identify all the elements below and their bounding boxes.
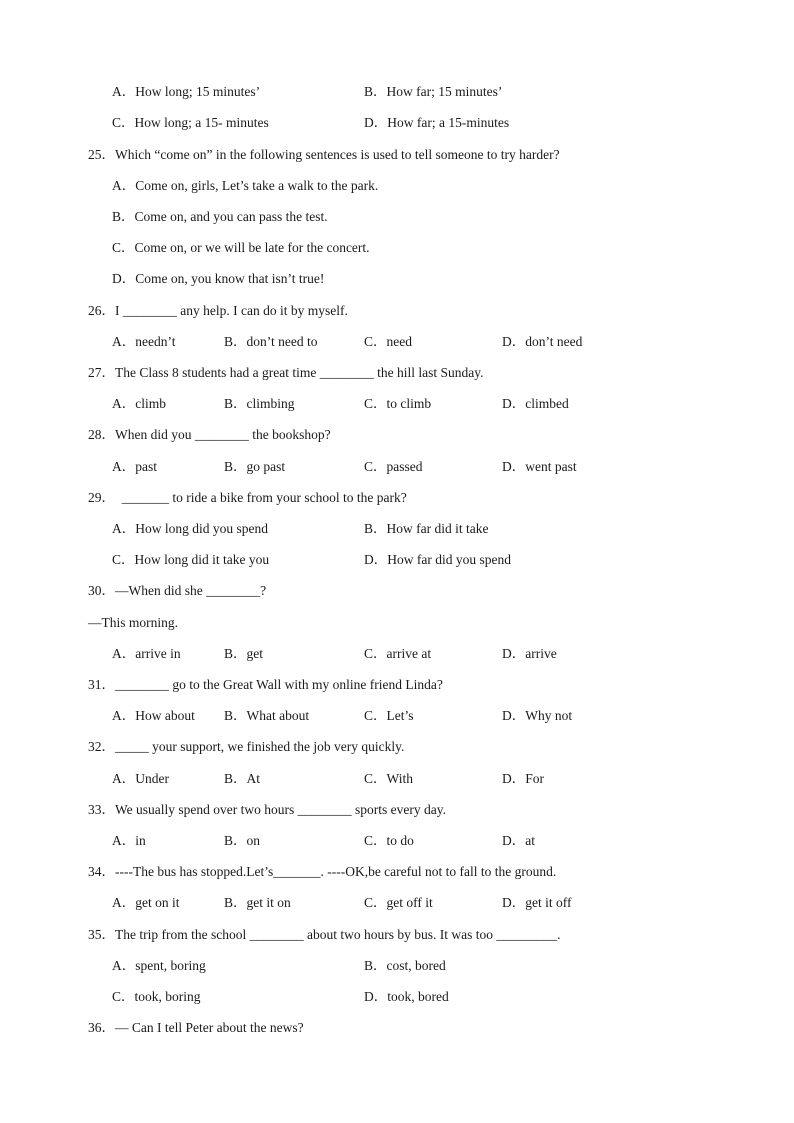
q35-stem: 35．The trip from the school ________ about two hours by bus. It was too _________. (88, 927, 561, 942)
q30-option-c[interactable]: C．arrive at (364, 646, 432, 661)
q30-option-b[interactable]: B．get (224, 646, 263, 661)
q34-option-a[interactable]: A．get on it (112, 895, 180, 910)
q31-option-a[interactable]: A．How about (112, 708, 195, 723)
q32-option-a[interactable]: A．Under (112, 771, 169, 786)
q27-option-c[interactable]: C．to climb (364, 396, 432, 411)
q24-option-d[interactable]: D．How far; a 15-minutes (364, 115, 510, 130)
q29-stem: 29． _______ to ride a bike from your school to the park? (88, 490, 407, 505)
q31-option-b[interactable]: B．What about (224, 708, 310, 723)
q32-stem: 32．_____ your support, we finished the job very quickly. (88, 739, 405, 754)
q25-stem: 25．Which “come on” in the following sentences is used to tell someone to try harder? (88, 147, 560, 162)
q26-option-a[interactable]: A．needn’t (112, 334, 176, 349)
q33-option-c[interactable]: C．to do (364, 833, 414, 848)
q34-option-b[interactable]: B．get it on (224, 895, 291, 910)
q28-option-d[interactable]: D．went past (502, 459, 577, 474)
q35-option-a[interactable]: A．spent, boring (112, 958, 206, 973)
q34-option-d[interactable]: D．get it off (502, 895, 572, 910)
q25-option-a[interactable]: A．Come on, girls, Let’s take a walk to the park. (112, 178, 379, 193)
q28-option-a[interactable]: A．past (112, 459, 157, 474)
q29-option-b[interactable]: B．How far did it take (364, 521, 489, 536)
q34-option-c[interactable]: C．get off it (364, 895, 433, 910)
q28-option-c[interactable]: C．passed (364, 459, 423, 474)
q27-stem: 27．The Class 8 students had a great time ________ the hill last Sunday. (88, 365, 484, 380)
q25-option-c[interactable]: C．Come on, or we will be late for the concert. (112, 240, 370, 255)
q32-option-c[interactable]: C．With (364, 771, 413, 786)
q32-option-d[interactable]: D．For (502, 771, 545, 786)
q24-option-c[interactable]: C．How long; a 15- minutes (112, 115, 269, 130)
q29-option-c[interactable]: C．How long did it take you (112, 552, 270, 567)
q36-stem: 36．— Can I tell Peter about the news? (88, 1020, 304, 1035)
q31-option-c[interactable]: C．Let’s (364, 708, 414, 723)
q35-option-b[interactable]: B．cost, bored (364, 958, 446, 973)
q35-option-d[interactable]: D．took, bored (364, 989, 449, 1004)
q30-option-a[interactable]: A．arrive in (112, 646, 181, 661)
q31-stem: 31．________ go to the Great Wall with my online friend Linda? (88, 677, 443, 692)
q27-option-a[interactable]: A．climb (112, 396, 166, 411)
q26-stem: 26．I ________ any help. I can do it by myself. (88, 303, 348, 318)
q24-option-a[interactable]: A．How long; 15 minutes’ (112, 84, 261, 99)
q33-option-a[interactable]: A．in (112, 833, 146, 848)
q27-option-d[interactable]: D．climbed (502, 396, 569, 411)
q28-stem: 28．When did you ________ the bookshop? (88, 427, 331, 442)
q30-reply: —This morning. (88, 615, 178, 630)
q35-option-c[interactable]: C．took, boring (112, 989, 201, 1004)
q34-stem: 34．----The bus has stopped.Let’s_______. ----OK,be careful not to fall to the ground. (88, 864, 557, 879)
q26-option-c[interactable]: C．need (364, 334, 412, 349)
q24-option-b[interactable]: B．How far; 15 minutes’ (364, 84, 503, 99)
q29-option-a[interactable]: A．How long did you spend (112, 521, 268, 536)
q26-option-d[interactable]: D．don’t need (502, 334, 583, 349)
q30-option-d[interactable]: D．arrive (502, 646, 557, 661)
q28-option-b[interactable]: B．go past (224, 459, 286, 474)
q33-stem: 33．We usually spend over two hours ________ sports every day. (88, 802, 446, 817)
q25-option-d[interactable]: D．Come on, you know that isn’t true! (112, 271, 325, 286)
q30-stem: 30．—When did she ________? (88, 583, 267, 598)
q33-option-d[interactable]: D．at (502, 833, 535, 848)
q27-option-b[interactable]: B．climbing (224, 396, 295, 411)
q26-option-b[interactable]: B．don’t need to (224, 334, 318, 349)
q25-option-b[interactable]: B．Come on, and you can pass the test. (112, 209, 328, 224)
q31-option-d[interactable]: D．Why not (502, 708, 573, 723)
q29-option-d[interactable]: D．How far did you spend (364, 552, 511, 567)
q32-option-b[interactable]: B．At (224, 771, 261, 786)
q33-option-b[interactable]: B．on (224, 833, 261, 848)
